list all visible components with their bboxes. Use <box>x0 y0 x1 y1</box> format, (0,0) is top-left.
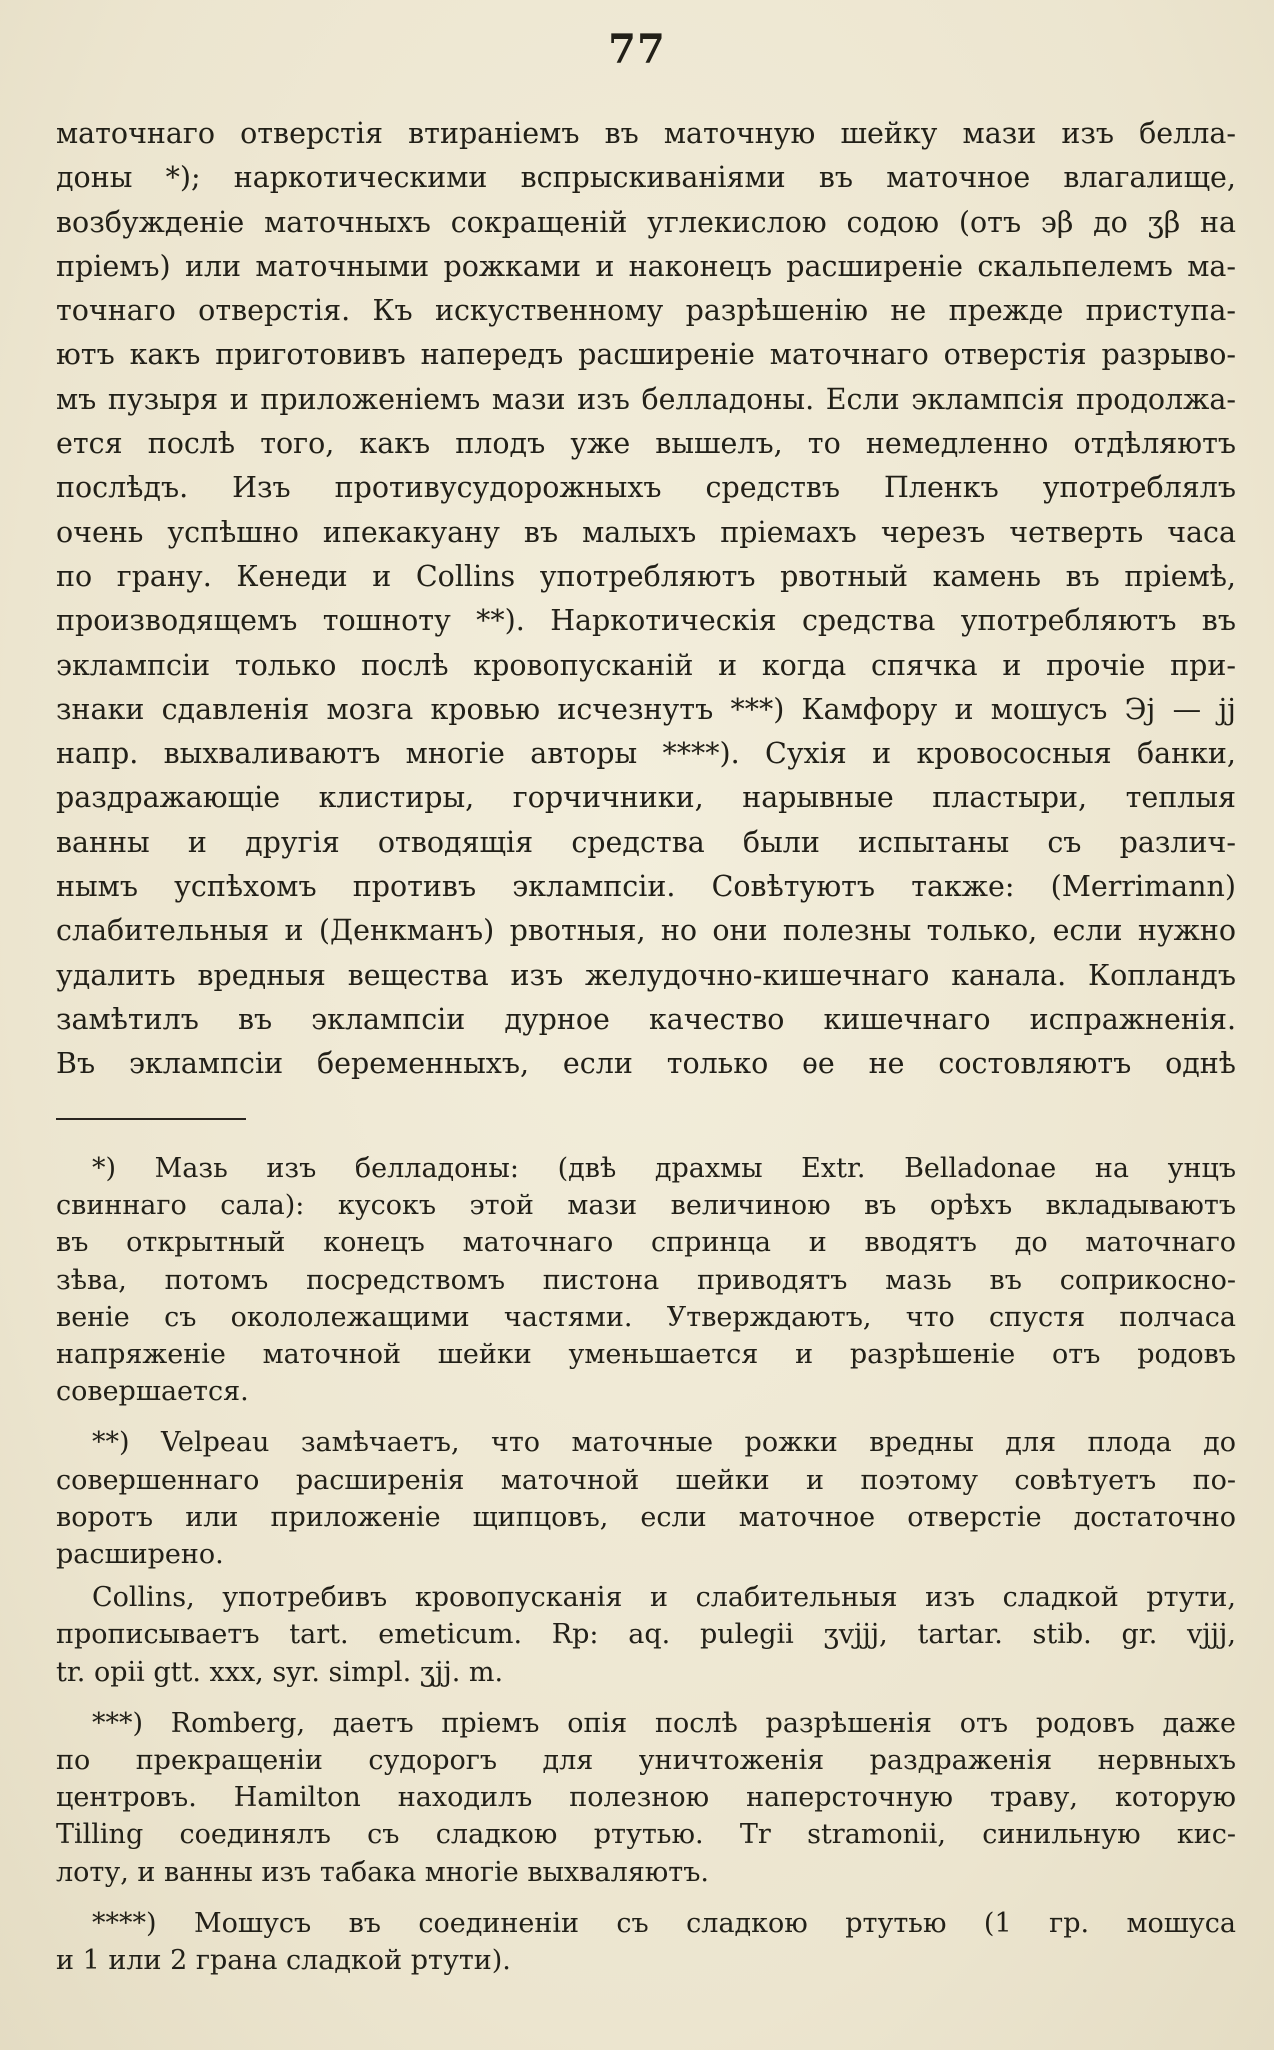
footnote-2 <box>56 1424 1236 1573</box>
footnote-2-continued <box>56 1579 1236 1691</box>
text-line: нымъ успѣхомъ противъ эклампсіи. Совѣтуютъ также: (Merrimann) <box>56 870 1236 904</box>
main-text <box>56 112 1236 1087</box>
footnote-separator <box>56 1118 246 1120</box>
text-line: точнаго отверстія. Къ искуственному разрѣшенію не прежде приступа- <box>56 294 1236 328</box>
text-line: Въ эклампсіи беременныхъ, если только ѳе не состовляютъ однѣ <box>56 1047 1236 1081</box>
footnote-line: ****) Мошусъ въ соединеніи съ сладкою ртутью (1 гр. мошуса <box>92 1907 1236 1939</box>
footnote-3 <box>56 1705 1236 1891</box>
text-line: по грану. Кенеди и Collins употребляютъ рвотный камень въ пріемѣ, <box>56 559 1236 593</box>
footnote-line: въ открытный конецъ маточнаго спринца и вводятъ до маточнаго <box>56 1227 1236 1259</box>
footnote-line: ***) Romberg, даетъ пріемъ опія послѣ разрѣшенія отъ родовъ даже <box>92 1707 1236 1739</box>
text-line: раздражающіе клистиры, горчичники, нарывные пластыри, теплыя <box>56 781 1236 815</box>
text-line: ется послѣ того, какъ плодъ уже вышелъ, то немедленно отдѣляютъ <box>56 427 1236 461</box>
footnote-line: по прекращеніи судорогъ для уничтоженія раздраженія нервныхъ <box>56 1745 1236 1777</box>
footnote-line: прописываетъ tart. emeticum. Rp: aq. pulegii ʒvjjj, tartar. stib. gr. vjjj, <box>56 1619 1236 1651</box>
text-line: удалить вредныя вещества изъ желудочно-кишечнаго канала. Копландъ <box>56 958 1236 992</box>
footnote-line: веніе съ окололежащими частями. Утверждаютъ, что спустя полчаса <box>56 1301 1236 1333</box>
footnote-1 <box>56 1150 1236 1410</box>
footnote-line: воротъ или приложеніе щипцовъ, если маточное отверстіе достаточно <box>56 1501 1236 1533</box>
text-line: послѣдъ. Изъ противусудорожныхъ средствъ Пленкъ употреблялъ <box>56 471 1236 505</box>
text-line: доны *); наркотическими вспрыскиваніями въ маточное влагалище, <box>56 161 1236 195</box>
footnote-line: tr. opii gtt. xxx, syr. simpl. ʒjj. m. <box>56 1656 504 1688</box>
footnotes <box>56 1150 1236 1993</box>
text-line: пріемъ) или маточными рожками и наконецъ расширеніе скальпелемъ ма- <box>56 249 1236 283</box>
text-line: знаки сдавленія мозга кровью исчезнутъ ***) Камфору и мошусъ Эj — jj <box>56 692 1236 726</box>
text-line: очень успѣшно ипекакуану въ малыхъ пріемахъ черезъ четверть часа <box>56 515 1236 549</box>
text-line: ванны и другія отводящія средства были испытаны съ различ- <box>56 825 1236 859</box>
text-line: замѣтилъ въ эклампсіи дурное качество кишечнаго испражненія. <box>56 1002 1236 1036</box>
text-line: напр. выхваливаютъ многіе авторы ****). Сухія и кровососныя банки, <box>56 737 1236 771</box>
footnote-line: зѣва, потомъ посредствомъ пистона приводятъ мазь въ соприкосно- <box>56 1264 1236 1296</box>
text-line: производящемъ тошноту **). Наркотическія средства употребляютъ въ <box>56 604 1236 638</box>
footnote-line: свиннаго сала): кусокъ этой мази величиною въ орѣхъ вкладываютъ <box>56 1190 1236 1222</box>
text-line: ютъ какъ приготовивъ напередъ расширеніе маточнаго отверстія разрыво- <box>56 338 1236 372</box>
footnote-line: совершеннаго расширенія маточной шейки и поэтому совѣтуетъ по- <box>56 1464 1236 1496</box>
footnote-line: лоту, и ванны изъ табака многіе выхваляютъ. <box>56 1856 709 1888</box>
footnote-line: *) Мазь изъ белладоны: (двѣ драхмы Extr. Belladonae на унцъ <box>92 1153 1236 1184</box>
text-line: слабительныя и (Денкманъ) рвотныя, но они полезны только, если нужно <box>56 914 1236 948</box>
footnote-line: Collins, употребивъ кровопусканія и слабительныя изъ сладкой ртути, <box>92 1582 1236 1614</box>
footnote-line: центровъ. Hamilton находилъ полезною наперсточную траву, которую <box>56 1782 1236 1814</box>
text-line: мъ пузыря и приложеніемъ мази изъ белладоны. Если эклампсія продолжа- <box>56 382 1236 416</box>
text-line: маточнаго отверстія втираніемъ въ маточную шейку мази изъ белла- <box>56 117 1236 150</box>
text-line: возбужденіе маточныхъ сокращеній углекислою содою (отъ эβ до ʒβ на <box>56 205 1236 239</box>
page-number: 77 <box>608 26 666 73</box>
footnote-line: и 1 или 2 грана сладкой ртути). <box>56 1945 511 1977</box>
footnote-line: напряженіе маточной шейки уменьшается и разрѣшеніе отъ родовъ <box>56 1339 1236 1371</box>
footnote-line: совершается. <box>56 1376 249 1408</box>
footnote-line: **) Velpeau замѣчаетъ, что маточные рожки вредны для плода до <box>92 1427 1236 1459</box>
footnote-line: Tilling соединялъ съ сладкою ртутью. Tr stramonii, синильную кис- <box>56 1819 1236 1851</box>
footnote-line: расширено. <box>56 1539 224 1571</box>
text-line: эклампсіи только послѣ кровопусканій и когда спячка и прочіе при- <box>56 648 1236 682</box>
footnote-4 <box>56 1905 1236 1979</box>
